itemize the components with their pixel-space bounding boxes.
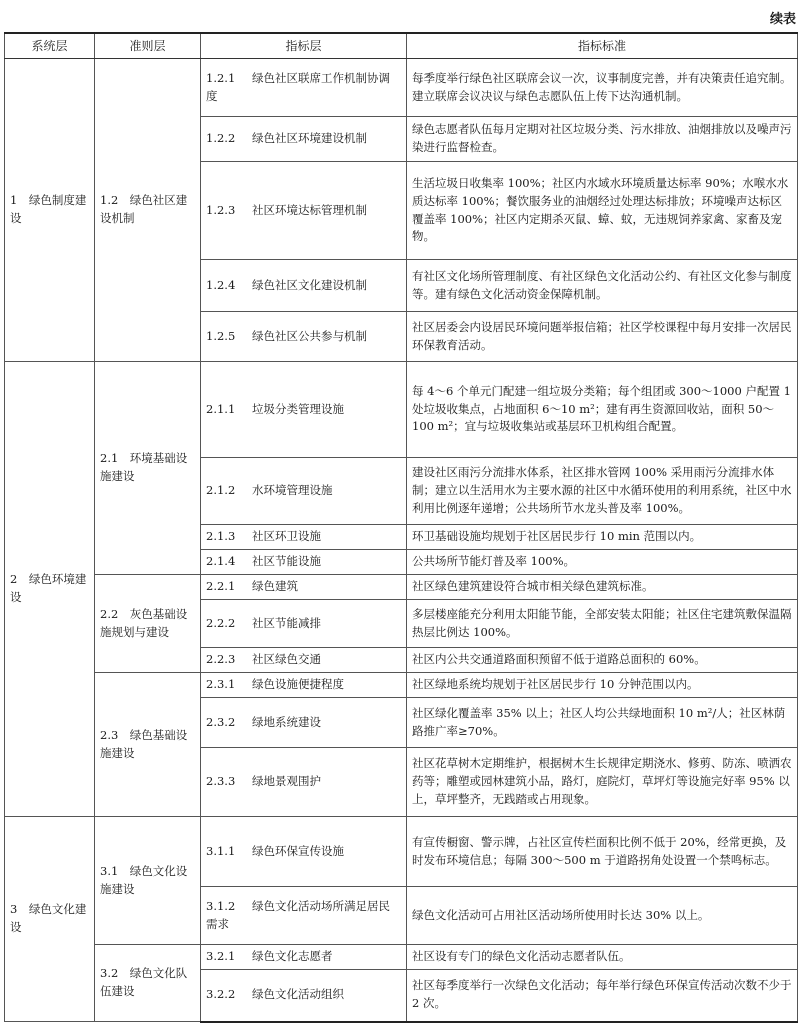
- indicator-name: 社区环卫设施: [252, 529, 321, 544]
- header-system-layer: 系统层: [5, 33, 95, 59]
- indicator-name: 社区绿色交通: [252, 652, 321, 667]
- indicator-cell: [201, 162, 407, 260]
- indicator-name: 绿色文化志愿者: [252, 949, 333, 964]
- indicator-code: 1.2.5: [206, 328, 236, 343]
- indicator-name: 绿色环保宣传设施: [252, 843, 344, 858]
- indicator-standard-cell: 社区绿化覆盖率 35% 以上；社区人均公共绿地面积 10 m²/人；社区林荫路推广率≥70%。: [407, 698, 798, 748]
- table-body: [5, 59, 798, 1022]
- indicator-code: 2.1.1: [206, 401, 236, 416]
- header-criteria-layer: 准则层: [95, 33, 201, 59]
- indicator-code: 1.2.1: [206, 70, 236, 85]
- indicator-standard-cell: 绿色志愿者队伍每月定期对社区垃圾分类、污水排放、油烟排放以及噪声污染进行监督检查。: [407, 117, 798, 162]
- table-row: [5, 59, 798, 117]
- header-indicator-layer: 指标层: [201, 33, 407, 59]
- indicator-standard-cell: 每季度举行绿色社区联席会议一次，议事制度完善，并有决策责任追究制。建立联席会议决议与绿色志愿队伍上传下达沟通机制。: [407, 59, 798, 117]
- indicator-cell: [201, 673, 407, 698]
- indicator-code: 3.2.2: [206, 987, 236, 1002]
- indicator-code: 1.2.2: [206, 131, 236, 146]
- indicator-cell: [201, 648, 407, 673]
- indicator-name: 社区环境达标管理机制: [252, 202, 367, 217]
- indicator-code: 2.1.4: [206, 554, 236, 569]
- indicator-standard-cell: 生活垃圾日收集率 100%；社区内水域水环境质量达标率 90%；水喉水水质达标率 100%；餐饮服务业的油烟经过处理达标排放；环境噪声达标区覆盖率 100%；社区内定期杀灭鼠、蟑、蚊，无违规饲养家禽、家畜及宠物。: [407, 162, 798, 260]
- indicator-standard-cell: 建设社区雨污分流排水体系，社区排水管网 100% 采用雨污分流排水体制；建立以生活用水为主要水源的社区中水循环使用的利用系统，社区中水利用比例逐年递增；公共场所节水龙头普及率 100%。: [407, 458, 798, 525]
- indicator-cell: [201, 817, 407, 887]
- indicator-code: 3.1.2: [206, 898, 236, 913]
- indicator-cell: [201, 362, 407, 458]
- indicator-cell: [201, 312, 407, 362]
- indicator-name: 绿色社区公共参与机制: [252, 328, 367, 343]
- indicator-code: 2.3.3: [206, 774, 236, 789]
- indicator-name: 社区节能减排: [252, 615, 321, 630]
- indicator-code: 1.2.3: [206, 202, 236, 217]
- header-indicator-standard: 指标标准: [407, 33, 798, 59]
- indicator-code: 3.2.1: [206, 949, 236, 964]
- indicator-cell: [201, 525, 407, 550]
- indicator-code: 2.2.1: [206, 579, 236, 594]
- indicator-code: 1.2.4: [206, 277, 236, 292]
- indicator-standard-cell: 有社区文化场所管理制度、有社区绿色文化活动公约、有社区文化参与制度等。建有绿色文化活动资金保障机制。: [407, 260, 798, 312]
- indicator-code: 2.1.3: [206, 529, 236, 544]
- indicator-cell: [201, 945, 407, 970]
- indicator-name: 绿色文化活动场所满足居民需求: [206, 898, 390, 931]
- indicator-code: 3.1.1: [206, 843, 236, 858]
- indicator-table: [4, 32, 798, 1023]
- indicator-standard-cell: 公共场所节能灯普及率 100%。: [407, 550, 798, 575]
- table-row: [5, 362, 798, 458]
- indicator-cell: [201, 59, 407, 117]
- indicator-name: 绿色社区文化建设机制: [252, 277, 367, 292]
- indicator-name: 垃圾分类管理设施: [252, 401, 344, 416]
- indicator-name: 绿色建筑: [252, 579, 298, 594]
- indicator-name: 绿色文化活动组织: [252, 987, 344, 1002]
- indicator-name: 社区节能设施: [252, 554, 321, 569]
- table-header-row: [5, 33, 798, 59]
- indicator-standard-cell: 社区每季度举行一次绿色文化活动；每年举行绿色环保宣传活动次数不少于 2 次。: [407, 970, 798, 1022]
- indicator-standard-cell: 社区居委会内设居民环境问题举报信箱；社区学校课程中每月安排一次居民环保教育活动。: [407, 312, 798, 362]
- indicator-standard-cell: 社区绿地系统均规划于社区居民步行 10 分钟范围以内。: [407, 673, 798, 698]
- criteria-layer-cell: 1.2 绿色社区建设机制: [95, 59, 201, 362]
- criteria-layer-cell: 3.1 绿色文化设施建设: [95, 817, 201, 945]
- indicator-standard-cell: 多层楼座能充分利用太阳能节能，全部安装太阳能；社区住宅建筑敷保温隔热层比例达 100%。: [407, 600, 798, 648]
- indicator-standard-cell: 绿色文化活动可占用社区活动场所使用时长达 30% 以上。: [407, 887, 798, 945]
- indicator-cell: [201, 698, 407, 748]
- indicator-cell: [201, 970, 407, 1022]
- indicator-cell: [201, 575, 407, 600]
- indicator-cell: [201, 600, 407, 648]
- continued-label: 续表: [769, 12, 796, 27]
- indicator-code: 2.3.1: [206, 677, 236, 692]
- table-row: [5, 817, 798, 887]
- indicator-cell: [201, 458, 407, 525]
- criteria-layer-cell: 2.1 环境基础设施建设: [95, 362, 201, 575]
- indicator-code: 2.3.2: [206, 714, 236, 729]
- indicator-code: 2.2.2: [206, 615, 236, 630]
- indicator-standard-cell: 社区内公共交通道路面积预留不低于道路总面积的 60%。: [407, 648, 798, 673]
- indicator-name: 绿色社区环境建设机制: [252, 131, 367, 146]
- indicator-standard-cell: 社区设有专门的绿色文化活动志愿者队伍。: [407, 945, 798, 970]
- indicator-code: 2.1.2: [206, 483, 236, 498]
- system-layer-cell: 1 绿色制度建设: [5, 59, 95, 362]
- indicator-cell: [201, 550, 407, 575]
- indicator-name: 水环境管理设施: [252, 483, 333, 498]
- criteria-layer-cell: 3.2 绿色文化队伍建设: [95, 945, 201, 1022]
- indicator-standard-cell: 环卫基础设施均规划于社区居民步行 10 min 范围以内。: [407, 525, 798, 550]
- indicator-standard-cell: 社区花草树木定期维护，根据树木生长规律定期浇水、修剪、防冻、喷洒农药等；雕塑或园林建筑小品，路灯，庭院灯，草坪灯等设施完好率 95% 以上，草坪整齐，无践踏或占用现象。: [407, 748, 798, 817]
- table-row: [5, 575, 798, 600]
- indicator-cell: [201, 260, 407, 312]
- indicator-standard-cell: 有宣传橱窗、警示牌，占社区宣传栏面积比例不低于 20%，经常更换，及时发布环境信息；每隔 300～500 m 于道路拐角处设置一个禁鸣标志。: [407, 817, 798, 887]
- indicator-cell: [201, 748, 407, 817]
- indicator-standard-cell: 每 4～6 个单元门配建一组垃圾分类箱；每个组团或 300～1000 户配置 1 处垃圾收集点，占地面积 6～10 m²；建有再生资源回收站，面积 50～100 m²；宜与垃圾收集站或基层环卫机构组合配置。: [407, 362, 798, 458]
- indicator-name: 绿地系统建设: [252, 714, 321, 729]
- indicator-name: 绿地景观围护: [252, 774, 321, 789]
- system-layer-cell: 2 绿色环境建设: [5, 362, 95, 817]
- indicator-cell: [201, 887, 407, 945]
- system-layer-cell: 3 绿色文化建设: [5, 817, 95, 1022]
- indicator-name: 绿色设施便捷程度: [252, 677, 344, 692]
- table-row: [5, 945, 798, 970]
- indicator-cell: [201, 117, 407, 162]
- indicator-code: 2.2.3: [206, 652, 236, 667]
- criteria-layer-cell: 2.3 绿色基础设施建设: [95, 673, 201, 817]
- table-row: [5, 673, 798, 698]
- indicator-standard-cell: 社区绿色建筑建设符合城市相关绿色建筑标准。: [407, 575, 798, 600]
- indicator-name: 绿色社区联席工作机制协调度: [206, 70, 390, 103]
- criteria-layer-cell: 2.2 灰色基础设施规划与建设: [95, 575, 201, 673]
